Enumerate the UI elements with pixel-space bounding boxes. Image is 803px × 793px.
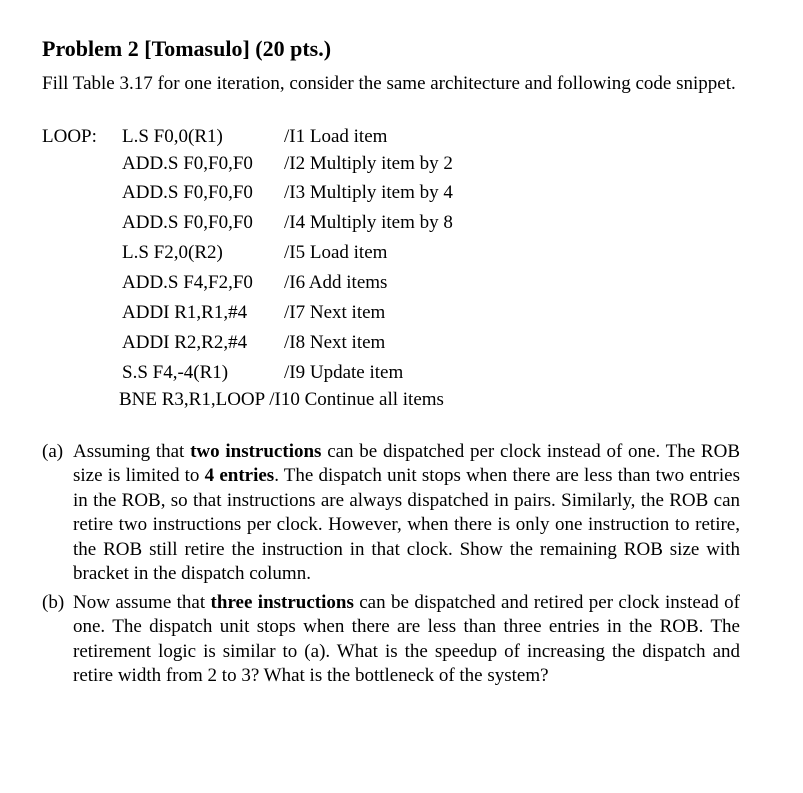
question-a-bold-2: 4 entries (204, 465, 275, 487)
code-comment-2: /I2 Multiply item by 2 (284, 153, 453, 174)
code-comment-1: /I1 Load item (284, 126, 388, 147)
problem-title: Problem 2 [Tomasulo] (20 pts.) (42, 36, 332, 61)
question-a-body (73, 440, 740, 586)
code-comment-5: /I5 Load item (284, 242, 388, 263)
code-comment-4: /I4 Multiply item by 8 (284, 212, 453, 233)
intro-paragraph: Fill Table 3.17 for one iteration, consider the same architecture and following code snippet. (42, 73, 736, 94)
code-instruction-7: ADDI R1,R1,#4 (122, 302, 248, 323)
code-instruction-3: ADD.S F0,F0,F0 (122, 182, 253, 203)
code-instruction-5: L.S F2,0(R2) (122, 242, 223, 263)
question-b-body (73, 591, 740, 689)
code-instruction-1: L.S F0,0(R1) (122, 126, 223, 147)
question-a-letter: (a) (42, 441, 64, 462)
question-a-text-2: can be dispatched per clock instead of one. The ROB size is limited to (73, 441, 740, 487)
code-comment-3: /I3 Multiply item by 4 (284, 182, 453, 203)
code-instruction-8: ADDI R2,R2,#4 (122, 332, 248, 353)
code-instruction-6: ADD.S F4,F2,F0 (122, 272, 253, 293)
question-b-text-1: Now assume that (73, 592, 211, 613)
code-instruction-4: ADD.S F0,F0,F0 (122, 212, 253, 233)
loop-label: LOOP: (42, 126, 97, 147)
code-instruction-10: BNE R3,R1,LOOP /I10 Continue all items (119, 389, 444, 410)
question-b-letter: (b) (42, 592, 65, 613)
question-b-bold-1: three instructions (210, 592, 354, 613)
question-a-text-3: . The dispatch unit stops when there are less than two entries in the ROB, so that instructions are always dispatched in pairs. Similarly, the ROB can retire two instructions per clock. However, when there is only one instruction to retire, the ROB still retire the instruction in that clock. Show the remaining ROB size with bracket in the dispatch column. (73, 465, 740, 585)
code-comment-9: /I9 Update item (284, 362, 404, 383)
question-b (42, 591, 740, 689)
code-comment-7: /I7 Next item (284, 302, 386, 323)
question-a-bold-1: two instructions (190, 441, 322, 462)
question-a (42, 440, 740, 586)
code-comment-6: /I6 Add items (284, 272, 388, 293)
question-b-text-2: can be dispatched and retired per clock instead of one. The dispatch unit stops when there are less than three entries in the ROB. The retirement logic is similar to (a). What is the speedup of increasing the dispatch and retire width from 2 to 3? What is the bottleneck of the system? (73, 592, 740, 687)
code-instruction-9: S.S F4,-4(R1) (122, 362, 229, 383)
code-comment-8: /I8 Next item (284, 332, 386, 353)
question-a-text-1: Assuming that (73, 441, 191, 462)
code-instruction-2: ADD.S F0,F0,F0 (122, 153, 253, 174)
